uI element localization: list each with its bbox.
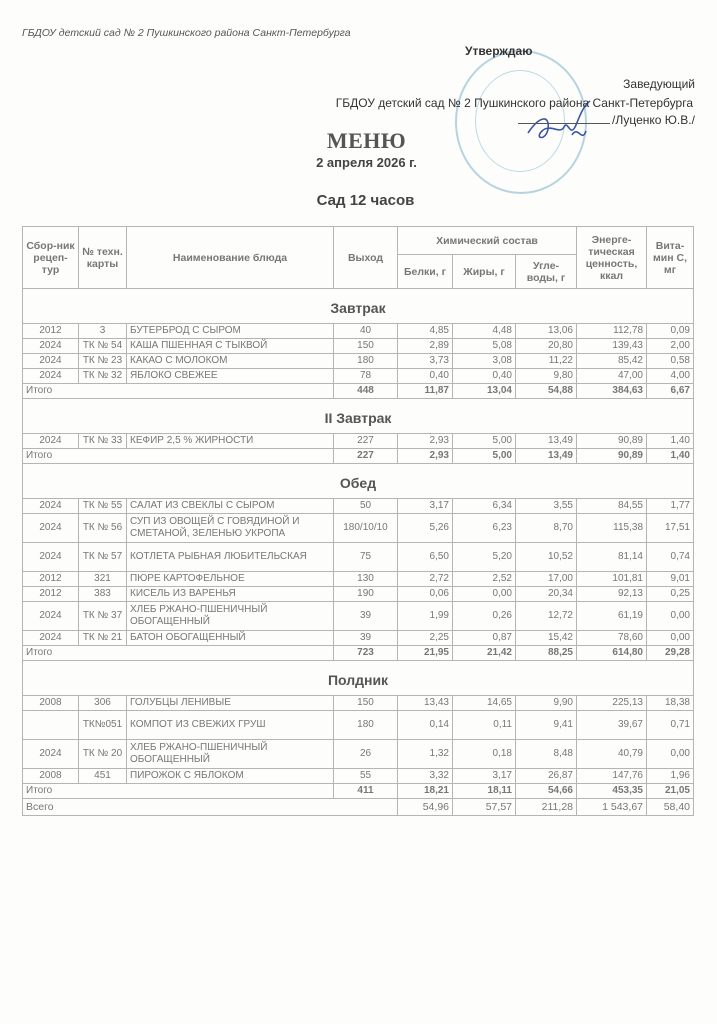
cell-carbs: 9,41 [516,711,577,740]
cell-protein: 2,93 [398,434,453,449]
table-row [23,354,694,369]
col-vitc: Вита-мин С, мг [647,227,694,289]
cell-fat: 0,00 [453,587,516,602]
cell-carbs: 8,70 [516,514,577,543]
section-total-row [23,784,694,799]
cell-carbs: 13,06 [516,324,577,339]
total-yield: 448 [334,384,398,399]
cell-dish: ХЛЕБ РЖАНО-ПШЕНИЧНЫЙ ОБОГАЩЕННЫЙ [127,602,334,631]
total-energy: 453,35 [577,784,647,799]
cell-carbs: 15,42 [516,631,577,646]
cell-yield: 150 [334,339,398,354]
org-name-top: ГБДОУ детский сад № 2 Пушкинского района Санкт-Петербурга [22,27,351,39]
cell-collection [23,711,79,740]
cell-energy: 225,13 [577,696,647,711]
cell-dish: ГОЛУБЦЫ ЛЕНИВЫЕ [127,696,334,711]
total-carbs: 54,66 [516,784,577,799]
total-fat: 13,04 [453,384,516,399]
table-row [23,740,694,769]
cell-carbs: 17,00 [516,572,577,587]
cell-collection: 2024 [23,369,79,384]
cell-protein: 1,99 [398,602,453,631]
grand-total-energy: 1 543,67 [577,799,647,816]
cell-vitc: 0,00 [647,631,694,646]
cell-dish: КЕФИР 2,5 % ЖИРНОСТИ [127,434,334,449]
col-card: № техн. карты [79,227,127,289]
table-row [23,572,694,587]
cell-vitc: 0,58 [647,354,694,369]
section-header [23,661,694,696]
cell-protein: 3,32 [398,769,453,784]
total-carbs: 88,25 [516,646,577,661]
cell-yield: 75 [334,543,398,572]
section-title: Завтрак [23,289,694,324]
cell-yield: 190 [334,587,398,602]
section-total-row [23,384,694,399]
cell-yield: 130 [334,572,398,587]
cell-yield: 180 [334,711,398,740]
total-carbs: 54,88 [516,384,577,399]
cell-energy: 85,42 [577,354,647,369]
cell-collection: 2012 [23,587,79,602]
cell-carbs: 9,80 [516,369,577,384]
cell-collection: 2024 [23,339,79,354]
cell-yield: 78 [334,369,398,384]
cell-vitc: 1,77 [647,499,694,514]
cell-protein: 5,26 [398,514,453,543]
total-protein: 18,21 [398,784,453,799]
head-name: /Луценко Ю.В./ [612,113,695,127]
cell-vitc: 0,00 [647,740,694,769]
cell-yield: 55 [334,769,398,784]
cell-collection: 2012 [23,324,79,339]
cell-card: ТК № 37 [79,602,127,631]
cell-collection: 2012 [23,572,79,587]
total-fat: 5,00 [453,449,516,464]
cell-energy: 92,13 [577,587,647,602]
col-protein: Белки, г [398,255,453,289]
cell-collection: 2024 [23,602,79,631]
cell-protein: 6,50 [398,543,453,572]
cell-energy: 40,79 [577,740,647,769]
cell-dish: КИСЕЛЬ ИЗ ВАРЕНЬЯ [127,587,334,602]
table-row [23,339,694,354]
cell-dish: ЯБЛОКО СВЕЖЕЕ [127,369,334,384]
cell-fat: 3,08 [453,354,516,369]
cell-dish: КОМПОТ ИЗ СВЕЖИХ ГРУШ [127,711,334,740]
grand-total-label: Всего [23,799,398,816]
cell-carbs: 3,55 [516,499,577,514]
grand-total-carbs: 211,28 [516,799,577,816]
cell-vitc: 2,00 [647,339,694,354]
table-row [23,514,694,543]
grand-total-vitc: 58,40 [647,799,694,816]
table-row [23,324,694,339]
col-carbs: Угле-воды, г [516,255,577,289]
cell-yield: 39 [334,602,398,631]
cell-collection: 2008 [23,769,79,784]
grand-total-protein: 54,96 [398,799,453,816]
cell-card: ТК № 33 [79,434,127,449]
approve-label: Утверждаю [465,44,533,58]
cell-vitc: 18,38 [647,696,694,711]
cell-protein: 4,85 [398,324,453,339]
cell-protein: 2,25 [398,631,453,646]
cell-collection: 2024 [23,499,79,514]
cell-fat: 5,00 [453,434,516,449]
cell-fat: 6,23 [453,514,516,543]
cell-card: ТК № 20 [79,740,127,769]
cell-collection: 2024 [23,740,79,769]
total-label: Итого [23,384,334,399]
cell-card: ТК№051 [79,711,127,740]
table-row [23,631,694,646]
col-fat: Жиры, г [453,255,516,289]
section-title: Полдник [23,661,694,696]
cell-protein: 2,89 [398,339,453,354]
cell-fat: 0,18 [453,740,516,769]
page-title: МЕНЮ [326,128,407,153]
table-row [23,543,694,572]
cell-vitc: 0,71 [647,711,694,740]
total-yield: 411 [334,784,398,799]
cell-fat: 6,34 [453,499,516,514]
cell-dish: КАША ПШЕННАЯ С ТЫКВОЙ [127,339,334,354]
total-vitc: 21,05 [647,784,694,799]
cell-yield: 26 [334,740,398,769]
cell-energy: 112,78 [577,324,647,339]
table-row [23,369,694,384]
cell-protein: 0,06 [398,587,453,602]
cell-yield: 150 [334,696,398,711]
total-energy: 384,63 [577,384,647,399]
cell-energy: 47,00 [577,369,647,384]
cell-fat: 0,87 [453,631,516,646]
menu-table [22,226,694,816]
cell-fat: 5,08 [453,339,516,354]
cell-collection: 2024 [23,514,79,543]
cell-dish: ПИРОЖОК С ЯБЛОКОМ [127,769,334,784]
col-chem: Химический состав [398,227,577,255]
cell-protein: 3,73 [398,354,453,369]
total-energy: 90,89 [577,449,647,464]
section-header [23,289,694,324]
cell-card: 321 [79,572,127,587]
cell-yield: 40 [334,324,398,339]
cell-yield: 180/10/10 [334,514,398,543]
cell-dish: ХЛЕБ РЖАНО-ПШЕНИЧНЫЙ ОБОГАЩЕННЫЙ [127,740,334,769]
col-dish: Наименование блюда [127,227,334,289]
cell-fat: 2,52 [453,572,516,587]
total-vitc: 1,40 [647,449,694,464]
cell-dish: СУП ИЗ ОВОЩЕЙ С ГОВЯДИНОЙ И СМЕТАНОЙ, ЗЕЛЕНЬЮ УКРОПА [127,514,334,543]
section-total-row [23,449,694,464]
signature-line [518,123,610,124]
cell-vitc: 1,40 [647,434,694,449]
cell-energy: 139,43 [577,339,647,354]
total-protein: 11,87 [398,384,453,399]
cell-carbs: 13,49 [516,434,577,449]
cell-energy: 39,67 [577,711,647,740]
col-energy: Энерге-тическая ценность, ккал [577,227,647,289]
cell-fat: 0,40 [453,369,516,384]
cell-collection: 2024 [23,543,79,572]
table-row [23,696,694,711]
table-row [23,711,694,740]
cell-card: 383 [79,587,127,602]
cell-carbs: 10,52 [516,543,577,572]
cell-vitc: 0,74 [647,543,694,572]
total-yield: 723 [334,646,398,661]
grand-total-row [23,799,694,816]
cell-collection: 2024 [23,434,79,449]
total-protein: 2,93 [398,449,453,464]
col-collection: Сбор-ник рецеп-тур [23,227,79,289]
cell-fat: 0,26 [453,602,516,631]
cell-dish: КОТЛЕТА РЫБНАЯ ЛЮБИТЕЛЬСКАЯ [127,543,334,572]
total-protein: 21,95 [398,646,453,661]
cell-fat: 3,17 [453,769,516,784]
cell-yield: 227 [334,434,398,449]
section-total-row [23,646,694,661]
grand-total-fat: 57,57 [453,799,516,816]
cell-carbs: 26,87 [516,769,577,784]
cell-card: ТК № 54 [79,339,127,354]
total-label: Итого [23,646,334,661]
cell-card: 306 [79,696,127,711]
cell-energy: 81,14 [577,543,647,572]
cell-vitc: 9,01 [647,572,694,587]
cell-card: ТК № 55 [79,499,127,514]
head-organization: ГБДОУ детский сад № 2 Пушкинского района Санкт-Петербурга [335,96,693,110]
cell-energy: 147,76 [577,769,647,784]
total-carbs: 13,49 [516,449,577,464]
total-fat: 21,42 [453,646,516,661]
cell-dish: САЛАТ ИЗ СВЕКЛЫ С СЫРОМ [127,499,334,514]
section-title: II Завтрак [23,399,694,434]
table-row [23,769,694,784]
cell-protein: 0,14 [398,711,453,740]
table-row [23,499,694,514]
cell-card: ТК № 56 [79,514,127,543]
cell-protein: 1,32 [398,740,453,769]
cell-vitc: 17,51 [647,514,694,543]
section-header [23,399,694,434]
cell-card: 3 [79,324,127,339]
cell-protein: 13,43 [398,696,453,711]
cell-protein: 0,40 [398,369,453,384]
total-fat: 18,11 [453,784,516,799]
cell-vitc: 0,25 [647,587,694,602]
table-row [23,434,694,449]
cell-collection: 2024 [23,631,79,646]
cell-yield: 50 [334,499,398,514]
menu-date: 2 апреля 2026 г. [316,155,417,170]
cell-vitc: 0,09 [647,324,694,339]
cell-carbs: 11,22 [516,354,577,369]
total-yield: 227 [334,449,398,464]
cell-energy: 90,89 [577,434,647,449]
cell-card: ТК № 21 [79,631,127,646]
cell-vitc: 1,96 [647,769,694,784]
cell-dish: БУТЕРБРОД С СЫРОМ [127,324,334,339]
total-vitc: 6,67 [647,384,694,399]
section-title: Обед [23,464,694,499]
cell-card: ТК № 32 [79,369,127,384]
cell-dish: ПЮРЕ КАРТОФЕЛЬНОЕ [127,572,334,587]
total-vitc: 29,28 [647,646,694,661]
cell-carbs: 8,48 [516,740,577,769]
cell-energy: 78,60 [577,631,647,646]
cell-protein: 2,72 [398,572,453,587]
cell-carbs: 12,72 [516,602,577,631]
table-row [23,587,694,602]
cell-carbs: 20,80 [516,339,577,354]
cell-fat: 4,48 [453,324,516,339]
cell-yield: 180 [334,354,398,369]
cell-energy: 115,38 [577,514,647,543]
total-label: Итого [23,784,334,799]
cell-carbs: 20,34 [516,587,577,602]
cell-card: ТК № 23 [79,354,127,369]
cell-protein: 3,17 [398,499,453,514]
cell-dish: КАКАО С МОЛОКОМ [127,354,334,369]
cell-collection: 2024 [23,354,79,369]
cell-dish: БАТОН ОБОГАЩЕННЫЙ [127,631,334,646]
col-yield: Выход [334,227,398,289]
cell-vitc: 0,00 [647,602,694,631]
table-row [23,602,694,631]
section-header [23,464,694,499]
cell-vitc: 4,00 [647,369,694,384]
cell-energy: 84,55 [577,499,647,514]
cell-collection: 2008 [23,696,79,711]
cell-fat: 5,20 [453,543,516,572]
cell-yield: 39 [334,631,398,646]
cell-energy: 61,19 [577,602,647,631]
head-position: Заведующий [623,77,695,91]
cell-carbs: 9,90 [516,696,577,711]
cell-card: ТК № 57 [79,543,127,572]
cell-card: 451 [79,769,127,784]
cell-fat: 0,11 [453,711,516,740]
cell-energy: 101,81 [577,572,647,587]
total-label: Итого [23,449,334,464]
group-name: Сад 12 часов [316,192,415,209]
total-energy: 614,80 [577,646,647,661]
cell-fat: 14,65 [453,696,516,711]
